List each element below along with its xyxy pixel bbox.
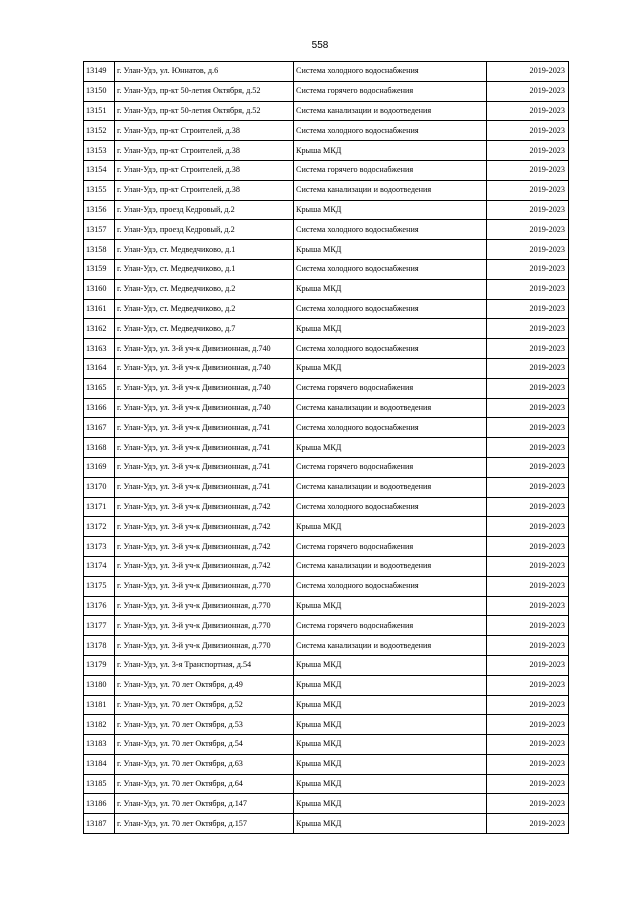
period-cell: 2019-2023 — [487, 616, 569, 636]
table-row — [84, 497, 569, 517]
address-cell: г. Улан-Удэ, ул. 3-й уч-к Дивизионная, д.740 — [115, 398, 294, 418]
address-cell: г. Улан-Удэ, ул. 3-я Транспортная, д.54 — [115, 655, 294, 675]
page-number: 558 — [311, 40, 329, 51]
table-row — [84, 319, 569, 339]
table-row — [84, 279, 569, 299]
row-number-cell: 13151 — [84, 101, 115, 121]
row-number-cell: 13157 — [84, 220, 115, 240]
period-cell: 2019-2023 — [487, 339, 569, 359]
work-type-cell: Система горячего водоснабжения — [294, 378, 487, 398]
address-cell: г. Улан-Удэ, пр-кт 50-летия Октября, д.52 — [115, 101, 294, 121]
table-row — [84, 556, 569, 576]
address-cell: г. Улан-Удэ, пр-кт Строителей, д.38 — [115, 121, 294, 141]
period-cell: 2019-2023 — [487, 715, 569, 735]
row-number-cell: 13154 — [84, 160, 115, 180]
address-cell: г. Улан-Удэ, проезд Кедровый, д.2 — [115, 200, 294, 220]
period-cell: 2019-2023 — [487, 418, 569, 438]
table-row — [84, 62, 569, 82]
table-row — [84, 200, 569, 220]
period-cell: 2019-2023 — [487, 457, 569, 477]
work-type-cell: Система горячего водоснабжения — [294, 537, 487, 557]
address-cell: г. Улан-Удэ, ул. 70 лет Октября, д.64 — [115, 774, 294, 794]
row-number-cell: 13155 — [84, 180, 115, 200]
period-cell: 2019-2023 — [487, 62, 569, 82]
row-number-cell: 13153 — [84, 141, 115, 161]
work-type-cell: Система холодного водоснабжения — [294, 339, 487, 359]
work-type-cell: Крыша МКД — [294, 279, 487, 299]
period-cell: 2019-2023 — [487, 655, 569, 675]
address-cell: г. Улан-Удэ, ул. 70 лет Октября, д.54 — [115, 735, 294, 755]
table-row — [84, 477, 569, 497]
work-type-cell: Система холодного водоснабжения — [294, 259, 487, 279]
row-number-cell: 13161 — [84, 299, 115, 319]
address-cell: г. Улан-Удэ, пр-кт Строителей, д.38 — [115, 160, 294, 180]
address-cell: г. Улан-Удэ, пр-кт Строителей, д.38 — [115, 180, 294, 200]
period-cell: 2019-2023 — [487, 101, 569, 121]
table-row — [84, 160, 569, 180]
period-cell: 2019-2023 — [487, 497, 569, 517]
row-number-cell: 13179 — [84, 655, 115, 675]
table-row — [84, 240, 569, 260]
work-type-cell: Крыша МКД — [294, 141, 487, 161]
address-cell: г. Улан-Удэ, ул. 3-й уч-к Дивизионная, д.770 — [115, 636, 294, 656]
work-type-cell: Крыша МКД — [294, 596, 487, 616]
table-row — [84, 378, 569, 398]
table-row — [84, 141, 569, 161]
address-cell: г. Улан-Удэ, ул. 3-й уч-к Дивизионная, д.740 — [115, 358, 294, 378]
address-cell: г. Улан-Удэ, ул. 3-й уч-к Дивизионная, д.742 — [115, 497, 294, 517]
work-type-cell: Крыша МКД — [294, 319, 487, 339]
address-cell: г. Улан-Удэ, ст. Медведчиково, д.2 — [115, 279, 294, 299]
work-type-cell: Система холодного водоснабжения — [294, 121, 487, 141]
period-cell: 2019-2023 — [487, 517, 569, 537]
row-number-cell: 13172 — [84, 517, 115, 537]
address-cell: г. Улан-Удэ, ст. Медведчиково, д.7 — [115, 319, 294, 339]
period-cell: 2019-2023 — [487, 596, 569, 616]
work-type-cell: Система канализации и водоотведения — [294, 556, 487, 576]
work-type-cell: Крыша МКД — [294, 655, 487, 675]
row-number-cell: 13163 — [84, 339, 115, 359]
period-cell: 2019-2023 — [487, 81, 569, 101]
period-cell: 2019-2023 — [487, 537, 569, 557]
work-type-cell: Крыша МКД — [294, 438, 487, 458]
period-cell: 2019-2023 — [487, 794, 569, 814]
row-number-cell: 13183 — [84, 735, 115, 755]
period-cell: 2019-2023 — [487, 160, 569, 180]
period-cell: 2019-2023 — [487, 675, 569, 695]
address-cell: г. Улан-Удэ, ул. 3-й уч-к Дивизионная, д.740 — [115, 339, 294, 359]
row-number-cell: 13176 — [84, 596, 115, 616]
period-cell: 2019-2023 — [487, 695, 569, 715]
row-number-cell: 13170 — [84, 477, 115, 497]
work-type-cell: Крыша МКД — [294, 517, 487, 537]
period-cell: 2019-2023 — [487, 279, 569, 299]
period-cell: 2019-2023 — [487, 299, 569, 319]
row-number-cell: 13167 — [84, 418, 115, 438]
row-number-cell: 13152 — [84, 121, 115, 141]
address-cell: г. Улан-Удэ, ст. Медведчиково, д.1 — [115, 259, 294, 279]
row-number-cell: 13178 — [84, 636, 115, 656]
row-number-cell: 13160 — [84, 279, 115, 299]
address-cell: г. Улан-Удэ, ст. Медведчиково, д.2 — [115, 299, 294, 319]
row-number-cell: 13158 — [84, 240, 115, 260]
work-type-cell: Система канализации и водоотведения — [294, 101, 487, 121]
address-cell: г. Улан-Удэ, ул. 3-й уч-к Дивизионная, д.741 — [115, 477, 294, 497]
work-type-cell: Крыша МКД — [294, 695, 487, 715]
period-cell: 2019-2023 — [487, 141, 569, 161]
row-number-cell: 13159 — [84, 259, 115, 279]
table-row — [84, 339, 569, 359]
row-number-cell: 13174 — [84, 556, 115, 576]
period-cell: 2019-2023 — [487, 378, 569, 398]
table-row — [84, 675, 569, 695]
work-type-cell: Крыша МКД — [294, 814, 487, 834]
table-row — [84, 715, 569, 735]
work-type-cell: Система горячего водоснабжения — [294, 81, 487, 101]
table-row — [84, 596, 569, 616]
table-row — [84, 259, 569, 279]
table-row — [84, 576, 569, 596]
row-number-cell: 13186 — [84, 794, 115, 814]
table-row — [84, 735, 569, 755]
table-row — [84, 220, 569, 240]
work-type-cell: Крыша МКД — [294, 754, 487, 774]
work-type-cell: Система холодного водоснабжения — [294, 62, 487, 82]
table-row — [84, 121, 569, 141]
table-row — [84, 457, 569, 477]
row-number-cell: 13187 — [84, 814, 115, 834]
row-number-cell: 13168 — [84, 438, 115, 458]
work-type-cell: Крыша МКД — [294, 358, 487, 378]
work-type-cell: Система холодного водоснабжения — [294, 497, 487, 517]
address-cell: г. Улан-Удэ, ул. 70 лет Октября, д.49 — [115, 675, 294, 695]
address-cell: г. Улан-Удэ, ул. 70 лет Октября, д.147 — [115, 794, 294, 814]
work-type-cell: Крыша МКД — [294, 735, 487, 755]
work-type-cell: Система холодного водоснабжения — [294, 220, 487, 240]
work-type-cell: Крыша МКД — [294, 715, 487, 735]
address-cell: г. Улан-Удэ, ул. Юннатов, д.6 — [115, 62, 294, 82]
period-cell: 2019-2023 — [487, 200, 569, 220]
row-number-cell: 13150 — [84, 81, 115, 101]
work-type-cell: Система канализации и водоотведения — [294, 180, 487, 200]
table-row — [84, 438, 569, 458]
row-number-cell: 13149 — [84, 62, 115, 82]
address-cell: г. Улан-Удэ, ул. 3-й уч-к Дивизионная, д.770 — [115, 576, 294, 596]
row-number-cell: 13177 — [84, 616, 115, 636]
row-number-cell: 13175 — [84, 576, 115, 596]
work-type-cell: Система канализации и водоотведения — [294, 398, 487, 418]
address-cell: г. Улан-Удэ, ул. 70 лет Октября, д.52 — [115, 695, 294, 715]
address-cell: г. Улан-Удэ, ул. 70 лет Октября, д.53 — [115, 715, 294, 735]
address-cell: г. Улан-Удэ, ул. 3-й уч-к Дивизионная, д.742 — [115, 556, 294, 576]
table-row — [84, 81, 569, 101]
period-cell: 2019-2023 — [487, 556, 569, 576]
row-number-cell: 13165 — [84, 378, 115, 398]
address-cell: г. Улан-Удэ, ул. 70 лет Октября, д.157 — [115, 814, 294, 834]
row-number-cell: 13171 — [84, 497, 115, 517]
row-number-cell: 13182 — [84, 715, 115, 735]
table-row — [84, 358, 569, 378]
row-number-cell: 13156 — [84, 200, 115, 220]
period-cell: 2019-2023 — [487, 220, 569, 240]
table-row — [84, 418, 569, 438]
table-row — [84, 101, 569, 121]
row-number-cell: 13164 — [84, 358, 115, 378]
period-cell: 2019-2023 — [487, 754, 569, 774]
table-row — [84, 537, 569, 557]
address-cell: г. Улан-Удэ, ул. 3-й уч-к Дивизионная, д.742 — [115, 517, 294, 537]
work-type-cell: Система холодного водоснабжения — [294, 299, 487, 319]
address-cell: г. Улан-Удэ, пр-кт 50-летия Октября, д.52 — [115, 81, 294, 101]
table-row — [84, 299, 569, 319]
row-number-cell: 13173 — [84, 537, 115, 557]
table-row — [84, 616, 569, 636]
row-number-cell: 13185 — [84, 774, 115, 794]
row-number-cell: 13162 — [84, 319, 115, 339]
work-type-cell: Крыша МКД — [294, 200, 487, 220]
work-type-cell: Система горячего водоснабжения — [294, 457, 487, 477]
work-type-cell: Крыша МКД — [294, 240, 487, 260]
work-type-cell: Крыша МКД — [294, 774, 487, 794]
table-row — [84, 398, 569, 418]
address-cell: г. Улан-Удэ, ул. 3-й уч-к Дивизионная, д.770 — [115, 616, 294, 636]
period-cell: 2019-2023 — [487, 774, 569, 794]
work-type-cell: Система холодного водоснабжения — [294, 418, 487, 438]
registry-table-body — [84, 62, 569, 834]
address-cell: г. Улан-Удэ, ул. 3-й уч-к Дивизионная, д.742 — [115, 537, 294, 557]
address-cell: г. Улан-Удэ, ул. 3-й уч-к Дивизионная, д.740 — [115, 378, 294, 398]
address-cell: г. Улан-Удэ, ул. 3-й уч-к Дивизионная, д.741 — [115, 438, 294, 458]
work-type-cell: Крыша МКД — [294, 794, 487, 814]
period-cell: 2019-2023 — [487, 576, 569, 596]
address-cell: г. Улан-Удэ, ул. 3-й уч-к Дивизионная, д.741 — [115, 457, 294, 477]
work-type-cell: Система канализации и водоотведения — [294, 477, 487, 497]
period-cell: 2019-2023 — [487, 358, 569, 378]
table-row — [84, 754, 569, 774]
period-cell: 2019-2023 — [487, 398, 569, 418]
address-cell: г. Улан-Удэ, ул. 3-й уч-к Дивизионная, д.770 — [115, 596, 294, 616]
row-number-cell: 13181 — [84, 695, 115, 715]
work-type-cell: Система холодного водоснабжения — [294, 576, 487, 596]
address-cell: г. Улан-Удэ, ул. 70 лет Октября, д.63 — [115, 754, 294, 774]
table-row — [84, 636, 569, 656]
work-type-cell: Система горячего водоснабжения — [294, 616, 487, 636]
row-number-cell: 13180 — [84, 675, 115, 695]
row-number-cell: 13184 — [84, 754, 115, 774]
table-row — [84, 814, 569, 834]
address-cell: г. Улан-Удэ, ст. Медведчиково, д.1 — [115, 240, 294, 260]
address-cell: г. Улан-Удэ, ул. 3-й уч-к Дивизионная, д.741 — [115, 418, 294, 438]
work-type-cell: Система горячего водоснабжения — [294, 160, 487, 180]
period-cell: 2019-2023 — [487, 240, 569, 260]
period-cell: 2019-2023 — [487, 477, 569, 497]
period-cell: 2019-2023 — [487, 438, 569, 458]
address-cell: г. Улан-Удэ, проезд Кедровый, д.2 — [115, 220, 294, 240]
row-number-cell: 13169 — [84, 457, 115, 477]
table-row — [84, 794, 569, 814]
period-cell: 2019-2023 — [487, 259, 569, 279]
table-row — [84, 655, 569, 675]
table-row — [84, 774, 569, 794]
table-row — [84, 695, 569, 715]
table-row — [84, 180, 569, 200]
period-cell: 2019-2023 — [487, 121, 569, 141]
table-row — [84, 517, 569, 537]
row-number-cell: 13166 — [84, 398, 115, 418]
period-cell: 2019-2023 — [487, 180, 569, 200]
registry-table — [83, 61, 569, 834]
period-cell: 2019-2023 — [487, 735, 569, 755]
address-cell: г. Улан-Удэ, пр-кт Строителей, д.38 — [115, 141, 294, 161]
work-type-cell: Система канализации и водоотведения — [294, 636, 487, 656]
period-cell: 2019-2023 — [487, 636, 569, 656]
period-cell: 2019-2023 — [487, 319, 569, 339]
period-cell: 2019-2023 — [487, 814, 569, 834]
work-type-cell: Крыша МКД — [294, 675, 487, 695]
